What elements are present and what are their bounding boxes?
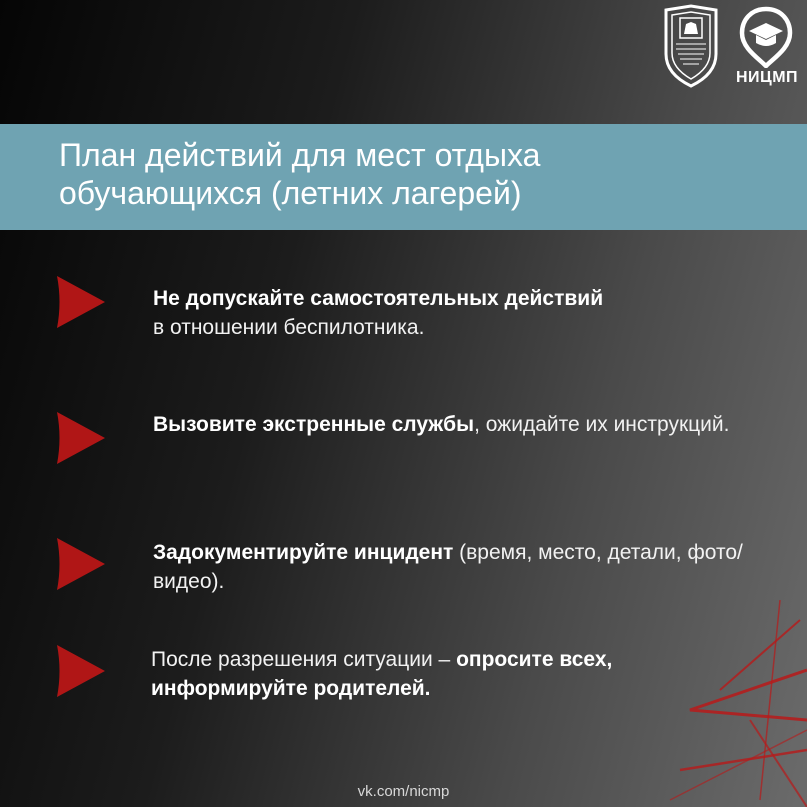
item-2-text: , ожидайте их инструкций. bbox=[474, 413, 730, 436]
item-1-bold: Не допускайте самостоятельных действий bbox=[153, 287, 604, 310]
play-arrow-icon bbox=[54, 272, 108, 332]
title-line-1: План действий для мест отдыха bbox=[59, 137, 541, 173]
item-4-text: После разрешения ситуации – bbox=[151, 648, 457, 671]
list-item bbox=[153, 538, 773, 596]
graduation-cap-pin-icon bbox=[738, 6, 794, 68]
item-3-bold: Задокументируйте инцидент bbox=[153, 541, 454, 564]
red-brush-strokes bbox=[660, 600, 807, 807]
list-item bbox=[153, 284, 773, 342]
page-title bbox=[59, 136, 719, 212]
list-item bbox=[153, 410, 773, 439]
brand-name: НИЦМП bbox=[735, 69, 799, 86]
play-arrow-icon bbox=[54, 641, 108, 701]
item-2-bold: Вызовите экстренные службы bbox=[153, 413, 475, 436]
play-arrow-icon bbox=[54, 408, 108, 468]
title-line-2: обучающихся (летних лагерей) bbox=[59, 175, 522, 211]
item-1-text: в отношении беспилотника. bbox=[153, 316, 425, 339]
item-4-bold: опросите всех, информируйте родителей. bbox=[151, 648, 613, 700]
play-arrow-icon bbox=[54, 534, 108, 594]
footer-link[interactable]: vk.com/nicmp bbox=[357, 783, 450, 800]
shield-emblem-icon bbox=[662, 4, 720, 88]
item-3-text: (время, место, детали, фото/видео). bbox=[153, 541, 743, 593]
